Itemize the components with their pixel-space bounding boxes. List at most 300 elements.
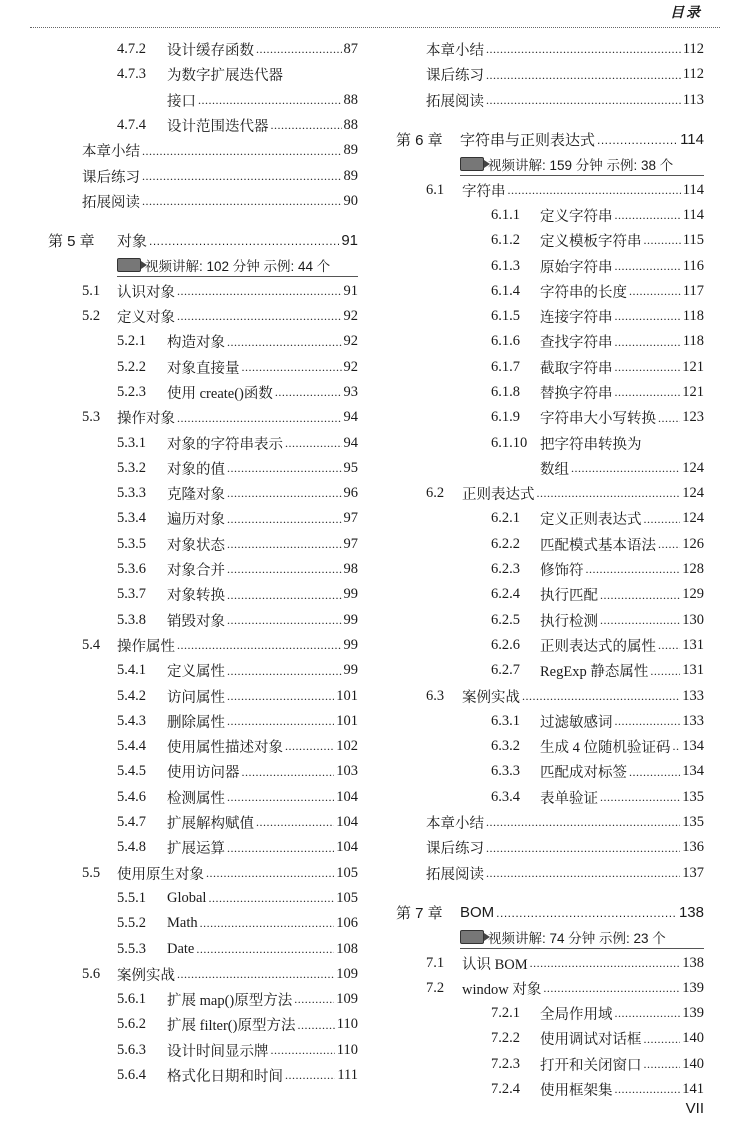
chapter-number: 第 6 章 (396, 132, 443, 150)
page-number: 92 (343, 308, 358, 325)
page-number: 92 (343, 358, 358, 375)
toc-subsection-entry[interactable] (396, 1001, 704, 1026)
toc-subsection-entry[interactable] (396, 658, 704, 683)
toc-subsection-entry[interactable] (48, 987, 358, 1012)
dot-leader (242, 764, 335, 779)
toc-subsection-entry[interactable] (396, 532, 704, 557)
entry-title: 定义字符串 (540, 208, 613, 225)
page-number: 131 (682, 636, 704, 653)
page-number: 99 (343, 586, 358, 603)
page-number: 124 (682, 485, 704, 502)
subsection-number: 6.1.8 (491, 384, 520, 400)
entry-title: 字符串的长度 (540, 284, 627, 301)
page-number: 124 (682, 510, 704, 527)
entry-title: 过滤敏感词 (540, 714, 613, 731)
page-number: 137 (682, 864, 704, 881)
toc-subsection-entry[interactable] (396, 304, 704, 329)
page-number: 97 (343, 535, 358, 552)
dot-leader (227, 840, 334, 855)
dot-leader (177, 637, 342, 652)
page-number: 88 (343, 91, 358, 108)
video-info (460, 927, 704, 949)
page-number: 95 (343, 459, 358, 476)
toc-column-left (48, 37, 358, 1088)
toc-section-entry[interactable] (396, 177, 704, 202)
toc-section-entry[interactable] (396, 481, 704, 506)
toc-subsection-entry[interactable] (396, 1026, 704, 1051)
toc-misc-entry[interactable] (48, 189, 358, 214)
toc-subsection-entry[interactable] (396, 380, 704, 405)
page-number: 113 (682, 91, 704, 108)
entry-title: 本章小结 (426, 43, 484, 60)
entry-title: 打开和关闭窗口 (540, 1057, 642, 1074)
entry-title: 格式化日期和时间 (167, 1069, 283, 1086)
toc-misc-entry[interactable] (396, 88, 704, 113)
dot-leader (629, 764, 680, 779)
dot-leader (615, 258, 681, 273)
dot-leader (142, 193, 342, 208)
dot-leader (271, 1042, 335, 1057)
toc-misc-entry[interactable] (396, 861, 704, 886)
dot-leader (615, 713, 681, 728)
subsection-number: 6.2.7 (491, 662, 520, 679)
entry-title: 检测属性 (167, 790, 225, 807)
subsection-number: 5.6.3 (117, 1041, 146, 1058)
entry-title: 对象的字符串表示 (167, 436, 283, 453)
dot-leader (177, 308, 342, 323)
subsection-number: 5.6.4 (117, 1067, 146, 1084)
subsection-number: 6.2.4 (491, 586, 520, 603)
dot-leader (600, 789, 680, 804)
entry-title: 课后练习 (426, 68, 484, 85)
entry-title: 数组 (540, 461, 569, 478)
dot-leader (177, 966, 334, 981)
dot-leader (597, 131, 678, 146)
subsection-number: 5.6.1 (117, 991, 146, 1008)
page-number: VII (685, 1100, 704, 1117)
toc-chapter-entry[interactable] (396, 900, 704, 925)
toc-subsection-entry[interactable] (396, 355, 704, 380)
toc-subsection-entry[interactable] (396, 506, 704, 531)
dot-leader (227, 561, 342, 576)
page-number: 106 (336, 915, 358, 932)
dot-leader (271, 117, 342, 132)
entry-title: 对象 (117, 233, 148, 251)
dot-leader (644, 1056, 681, 1071)
page-number: 101 (336, 712, 358, 729)
page-number: 91 (343, 282, 358, 299)
subsection-number: 4.7.4 (117, 117, 146, 134)
video-camera-icon (460, 157, 484, 171)
dot-leader (227, 485, 342, 500)
subsection-number: 5.3.2 (117, 459, 146, 476)
toc-subsection-entry[interactable] (48, 911, 358, 936)
page-number: 102 (336, 738, 358, 755)
entry-title: 拓展阅读 (426, 866, 484, 883)
page-number: 110 (336, 1016, 358, 1033)
dot-leader (522, 688, 680, 703)
toc-misc-entry[interactable] (396, 37, 704, 62)
toc-section-entry[interactable] (396, 683, 704, 708)
dot-leader (615, 359, 681, 374)
subsection-number: 5.4.3 (117, 712, 146, 729)
page-number: 128 (682, 561, 704, 578)
toc-subsection-entry[interactable] (48, 1038, 358, 1063)
toc-subsection-entry[interactable] (48, 380, 358, 405)
toc-subsection-entry[interactable] (48, 1012, 358, 1037)
entry-title: Global (167, 889, 207, 906)
toc-subsection-entry[interactable] (396, 228, 704, 253)
page-number: 101 (336, 687, 358, 704)
toc-subsection-entry[interactable] (48, 683, 358, 708)
page-number: 94 (343, 409, 358, 426)
dot-leader (177, 410, 342, 425)
page-number: 124 (682, 459, 704, 476)
toc-subsection-entry[interactable] (48, 481, 358, 506)
toc-subsection-entry[interactable] (396, 633, 704, 658)
toc-subsection-entry[interactable] (396, 279, 704, 304)
toc-subsection-entry[interactable] (48, 582, 358, 607)
toc-subsection-entry[interactable] (48, 113, 358, 138)
toc-subsection-entry[interactable] (396, 329, 704, 354)
page-number: 130 (682, 611, 704, 628)
toc-subsection-entry[interactable] (396, 1052, 704, 1077)
toc-section-entry[interactable] (48, 279, 358, 304)
subsection-number: 5.3.7 (117, 586, 146, 603)
toc-section-entry[interactable] (48, 861, 358, 886)
subsection-number: 6.1.2 (491, 232, 520, 249)
toc-misc-entry[interactable] (396, 835, 704, 860)
dot-leader (508, 182, 681, 197)
toc-subsection-entry[interactable] (396, 709, 704, 734)
page-number: 112 (682, 41, 704, 58)
page-number: 98 (343, 561, 358, 578)
entry-title: 对象直接量 (167, 360, 240, 377)
video-info-text: 视频讲解: 74 分钟 示例: 23 个 (488, 930, 666, 946)
toc-subsection-entry[interactable] (48, 456, 358, 481)
subsection-number: 5.5.1 (117, 889, 146, 906)
toc-section-entry[interactable] (48, 962, 358, 987)
video-info-line (396, 152, 704, 177)
page-number: 99 (343, 662, 358, 679)
video-camera-icon (117, 258, 141, 272)
dot-leader (600, 587, 680, 602)
page-number: 104 (336, 814, 358, 831)
entry-title: 接口 (167, 93, 196, 110)
dot-leader (486, 67, 681, 82)
entry-title: 把字符串转换为 (540, 436, 642, 453)
toc-subsection-entry[interactable] (48, 62, 358, 87)
toc-subsection-entry[interactable] (48, 810, 358, 835)
section-number: 7.2 (426, 979, 445, 996)
page-number: 93 (343, 384, 358, 400)
entry-title: 全局作用域 (540, 1007, 613, 1024)
subsection-number: 6.1.6 (491, 333, 520, 350)
page-number: 141 (682, 1081, 704, 1098)
subsection-number: 5.3.5 (117, 535, 146, 552)
entry-title: 定义模板字符串 (540, 234, 642, 251)
page-number: 105 (336, 864, 358, 881)
dot-leader (227, 334, 342, 349)
entry-title: window 对象 (462, 981, 542, 998)
entry-title: 定义对象 (117, 310, 175, 327)
entry-title: 对象状态 (167, 537, 225, 554)
entry-title: 使用属性描述对象 (167, 740, 283, 757)
page-number: 99 (343, 611, 358, 628)
toc-subsection-entry[interactable] (48, 759, 358, 784)
subsection-number: 5.5.2 (117, 915, 146, 932)
page-number: 139 (682, 1005, 704, 1022)
toc-subsection-continuation[interactable] (48, 88, 358, 113)
subsection-number: 5.4.6 (117, 788, 146, 805)
video-camera-icon (460, 930, 484, 944)
subsection-number: 5.2.2 (117, 358, 146, 375)
subsection-number: 5.4.4 (117, 738, 146, 755)
dot-leader (615, 384, 681, 399)
toc-chapter-entry[interactable] (48, 228, 358, 253)
subsection-number: 6.3.1 (491, 712, 520, 729)
video-info-text: 视频讲解: 102 分钟 示例: 44 个 (145, 259, 331, 275)
dot-leader (644, 511, 681, 526)
dot-leader (615, 308, 681, 323)
entry-title: 对象的值 (167, 461, 225, 478)
dot-leader (275, 384, 342, 399)
entry-title: 克隆对象 (167, 487, 225, 504)
entry-title: 修饰符 (540, 563, 584, 580)
dot-leader (615, 1081, 681, 1096)
subsection-number: 6.1.9 (491, 409, 520, 426)
entry-title: BOM (460, 903, 495, 921)
dot-leader (658, 536, 680, 551)
toc-section-entry[interactable] (48, 405, 358, 430)
subsection-number: 7.2.2 (491, 1030, 520, 1047)
dot-leader (227, 511, 342, 526)
entry-title: 操作对象 (117, 411, 175, 428)
entry-title: 本章小结 (426, 816, 484, 833)
entry-title: 销毁对象 (167, 613, 225, 630)
page-number: 104 (336, 839, 358, 856)
toc-subsection-entry[interactable] (48, 329, 358, 354)
entry-title: 定义正则表达式 (540, 512, 642, 529)
dot-leader (200, 915, 335, 930)
entry-title: 生成 4 位随机验证码 (540, 740, 671, 757)
section-number: 6.1 (426, 181, 445, 198)
toc-section-entry[interactable] (48, 633, 358, 658)
toc-subsection-entry[interactable] (396, 405, 704, 430)
toc-subsection-entry[interactable] (396, 734, 704, 759)
page-number: 90 (343, 192, 358, 209)
video-info (117, 255, 358, 277)
page-number: 118 (682, 333, 704, 350)
toc-subsection-entry[interactable] (396, 1077, 704, 1102)
dot-leader (650, 663, 680, 678)
page-number: 133 (682, 712, 704, 729)
dot-leader (615, 1005, 681, 1020)
entry-title: Date (167, 940, 195, 957)
toc-section-entry[interactable] (396, 976, 704, 1001)
toc-misc-entry[interactable] (396, 810, 704, 835)
page-number: 88 (343, 117, 358, 134)
entry-title: 拓展阅读 (426, 93, 484, 110)
dot-leader (586, 561, 681, 576)
toc-section-entry[interactable] (396, 950, 704, 975)
entry-title: 课后练习 (82, 169, 140, 186)
page-number: 116 (682, 257, 704, 274)
page-number: 104 (336, 788, 358, 805)
entry-title: 对象转换 (167, 588, 225, 605)
toc-subsection-entry[interactable] (396, 253, 704, 278)
toc-subsection-entry[interactable] (396, 203, 704, 228)
toc-subsection-entry[interactable] (48, 355, 358, 380)
toc-subsection-entry[interactable] (48, 532, 358, 557)
dot-leader (615, 207, 681, 222)
subsection-number: 7.2.4 (491, 1081, 520, 1098)
toc-subsection-entry[interactable] (48, 608, 358, 633)
section-number: 6.3 (426, 687, 445, 704)
dot-leader (285, 738, 334, 753)
page-number: 109 (336, 965, 358, 982)
page-number: 108 (336, 940, 358, 957)
entry-title: 设计缓存函数 (167, 43, 254, 60)
dot-leader (227, 536, 342, 551)
toc-subsection-entry[interactable] (48, 886, 358, 911)
entry-title: 使用调试对话框 (540, 1032, 642, 1049)
entry-title: 截取字符串 (540, 360, 613, 377)
dot-leader (208, 890, 334, 905)
page-number: 126 (682, 535, 704, 552)
entry-title: 扩展 map()原型方法 (167, 993, 293, 1010)
entry-title: 访问属性 (167, 689, 225, 706)
dot-leader (486, 865, 680, 880)
toc-subsection-entry[interactable] (48, 709, 358, 734)
toc-subsection-entry[interactable] (48, 1063, 358, 1088)
toc-subsection-entry[interactable] (48, 936, 358, 961)
dot-leader (227, 587, 342, 602)
entry-title: 认识 BOM (462, 956, 528, 973)
page-number: 123 (682, 409, 704, 426)
entry-title: Math (167, 915, 198, 932)
dot-leader (227, 713, 334, 728)
toc-misc-entry[interactable] (396, 62, 704, 87)
subsection-number: 5.4.2 (117, 687, 146, 704)
page-number: 135 (682, 788, 704, 805)
page-number: 89 (343, 167, 358, 184)
toc-subsection-entry[interactable] (396, 608, 704, 633)
entry-title: 查找字符串 (540, 335, 613, 352)
entry-title: 替换字符串 (540, 386, 613, 402)
toc-misc-entry[interactable] (48, 163, 358, 188)
page-number: 114 (680, 131, 704, 149)
dot-leader (486, 92, 681, 107)
subsection-number: 5.4.7 (117, 814, 146, 831)
entry-title: 为数字扩展迭代器 (167, 68, 283, 85)
toc-subsection-entry[interactable] (48, 37, 358, 62)
entry-title: 拓展阅读 (82, 194, 140, 211)
toc-subsection-entry[interactable] (396, 785, 704, 810)
page-number: 140 (682, 1030, 704, 1047)
toc-chapter-entry[interactable] (396, 127, 704, 152)
toc-subsection-entry[interactable] (48, 430, 358, 455)
subsection-number: 6.2.3 (491, 561, 520, 578)
toc-subsection-entry[interactable] (396, 759, 704, 784)
page-number: 118 (682, 308, 704, 325)
dot-leader (285, 1067, 335, 1082)
page-number: 105 (336, 889, 358, 906)
dot-leader (177, 283, 342, 298)
dot-leader (294, 991, 334, 1006)
entry-title: 案例实战 (117, 967, 175, 984)
toc-subsection-entry[interactable] (48, 506, 358, 531)
dot-leader (149, 232, 339, 247)
section-number: 5.6 (82, 965, 101, 982)
toc-subsection-continuation[interactable] (396, 456, 704, 481)
page-number: 112 (682, 66, 704, 83)
page-number: 138 (682, 954, 704, 971)
page-number: 134 (682, 738, 704, 755)
toc-subsection-entry[interactable] (396, 557, 704, 582)
toc-misc-entry[interactable] (48, 138, 358, 163)
entry-title: 遍历对象 (167, 512, 225, 529)
entry-title: 案例实战 (462, 689, 520, 706)
toc-subsection-entry[interactable] (48, 785, 358, 810)
page-number: 136 (682, 839, 704, 856)
entry-title: 原始字符串 (540, 259, 613, 276)
section-number: 5.4 (82, 636, 101, 653)
subsection-number: 6.1.10 (491, 434, 528, 451)
entry-title: 使用原生对象 (117, 866, 204, 883)
dot-leader (644, 232, 681, 247)
entry-title: 使用访问器 (167, 765, 240, 782)
toc-subsection-entry[interactable] (48, 835, 358, 860)
page-number: 96 (343, 485, 358, 502)
toc-section-entry[interactable] (48, 304, 358, 329)
page-number: 99 (343, 636, 358, 653)
entry-title: 使用框架集 (540, 1083, 613, 1100)
subsection-number: 5.4.1 (117, 662, 146, 679)
subsection-number: 5.3.4 (117, 510, 146, 527)
dot-leader (256, 41, 342, 56)
entry-title: 设计时间显示牌 (167, 1043, 269, 1060)
toc-subsection-entry[interactable] (396, 430, 704, 455)
subsection-number: 4.7.2 (117, 41, 146, 58)
toc-subsection-entry[interactable] (48, 658, 358, 683)
subsection-number: 5.6.2 (117, 1016, 146, 1033)
entry-title: 扩展运算 (167, 841, 225, 858)
page-number: 121 (682, 384, 704, 400)
page-number: 94 (343, 434, 358, 451)
entry-title: 扩展解构赋值 (167, 816, 254, 833)
dot-leader (227, 460, 342, 475)
page-number: 97 (343, 510, 358, 527)
dot-leader (196, 941, 334, 956)
subsection-number: 5.2.1 (117, 333, 146, 350)
dot-leader (486, 41, 681, 56)
entry-title: RegExp 静态属性 (540, 664, 649, 681)
subsection-number: 6.3.4 (491, 788, 520, 805)
subsection-number: 5.4.5 (117, 763, 146, 780)
section-number: 5.2 (82, 308, 101, 325)
subsection-number: 6.1.3 (491, 257, 520, 274)
subsection-number: 7.2.1 (491, 1005, 520, 1022)
toc-subsection-entry[interactable] (396, 582, 704, 607)
toc-column-right (396, 37, 704, 1102)
section-number: 7.1 (426, 954, 445, 971)
toc-subsection-entry[interactable] (48, 734, 358, 759)
entry-title: 正则表达式的属性 (540, 638, 656, 655)
subsection-number: 6.1.7 (491, 358, 520, 375)
toc-subsection-entry[interactable] (48, 557, 358, 582)
entry-title: 执行检测 (540, 613, 598, 630)
